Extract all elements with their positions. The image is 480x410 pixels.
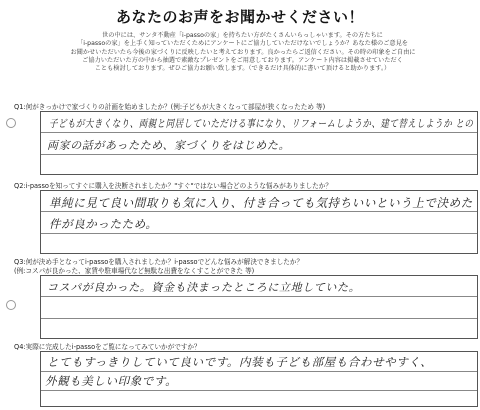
question-4-label: Q4:実際に完成したi-passoをご覧になってみていかがですか？ <box>14 343 201 351</box>
handwritten-answer-line: 単純に見て良い間取りも気に入り、付き合っても気持ちいいという上で決めた <box>49 196 473 210</box>
answer-box-2 <box>40 190 478 254</box>
handwritten-answer-line: 外観も美しい印象です。 <box>45 374 178 388</box>
answer-box-3 <box>40 275 478 339</box>
ruled-line <box>41 154 477 155</box>
question-2-label: Q2:i-passoを知ってすぐに購入を決断されましたか？"すぐ"ではない場合どのような悩みがありましたか？ <box>14 182 332 190</box>
question-3-label: Q3:何が決め手となってi-passoを購入されましたか？i-passoでどんな悩みが解決できましたか？ <box>14 258 304 266</box>
ruled-line <box>41 390 477 391</box>
intro-line: ご協力いただいた方の中から抽選で素敵なプレゼントをご用意しております。アンケート内容は掲載させていただく <box>82 56 403 64</box>
ruled-line <box>41 132 477 133</box>
punch-hole <box>6 118 16 128</box>
answer-box-4 <box>40 351 478 407</box>
intro-line: ことも検討しております。ぜひご協力お願い致します。（できるだけ具体的に書いて頂けると助かります。） <box>94 65 391 73</box>
question-1-label: Q1:何がきっかけで家づくりの計画を始めましたか？(例:子どもが大きくなって部屋が狭くなったため 等) <box>14 103 326 111</box>
ruled-line <box>41 371 477 372</box>
intro-line: お聞かせいただいたら今後の家づくりに反映したいと考えております。良かったらご返信ください。その時の印象をご自由に <box>70 48 416 56</box>
answer-box-1 <box>40 111 478 175</box>
question-3-sublabel: (例:コスパが良かった、家賃や駐車場代など無駄な出費をなくすことができた 等) <box>14 267 255 275</box>
handwritten-answer-line: コスパが良かった。資金も決まったところに立地していた。 <box>47 281 361 294</box>
handwritten-answer-line: 両家の話があったため、家づくりをはじめた。 <box>47 139 291 152</box>
punch-hole <box>6 300 16 310</box>
intro-line: 世の中には、サンタ不動産「i-passoの家」を持ちたい方がたくさんいらっしゃいます。その方たちに <box>102 32 383 39</box>
handwritten-answer-line: とてもすっきりしていて良いです。内装も子ども部屋も合わせやすく、 <box>47 355 433 369</box>
page-title: あなたのお声をお聞かせください！ <box>115 8 364 26</box>
ruled-line <box>41 233 477 234</box>
ruled-line <box>41 296 477 297</box>
ruled-line <box>41 318 477 319</box>
intro-text <box>70 32 415 73</box>
handwritten-answer-line: 子どもが大きくなり、両親と同居していただける事になり、リフォームしようか、建て替えしようか との <box>49 118 474 130</box>
ruled-line <box>41 211 477 212</box>
handwritten-answer-line: 件が良かったため。 <box>49 217 158 231</box>
intro-line: 「i-passoの家」を上手く知っていただくためにアンケートにご協力していただけないでしょうか？あなた様のご意見を <box>77 40 408 48</box>
